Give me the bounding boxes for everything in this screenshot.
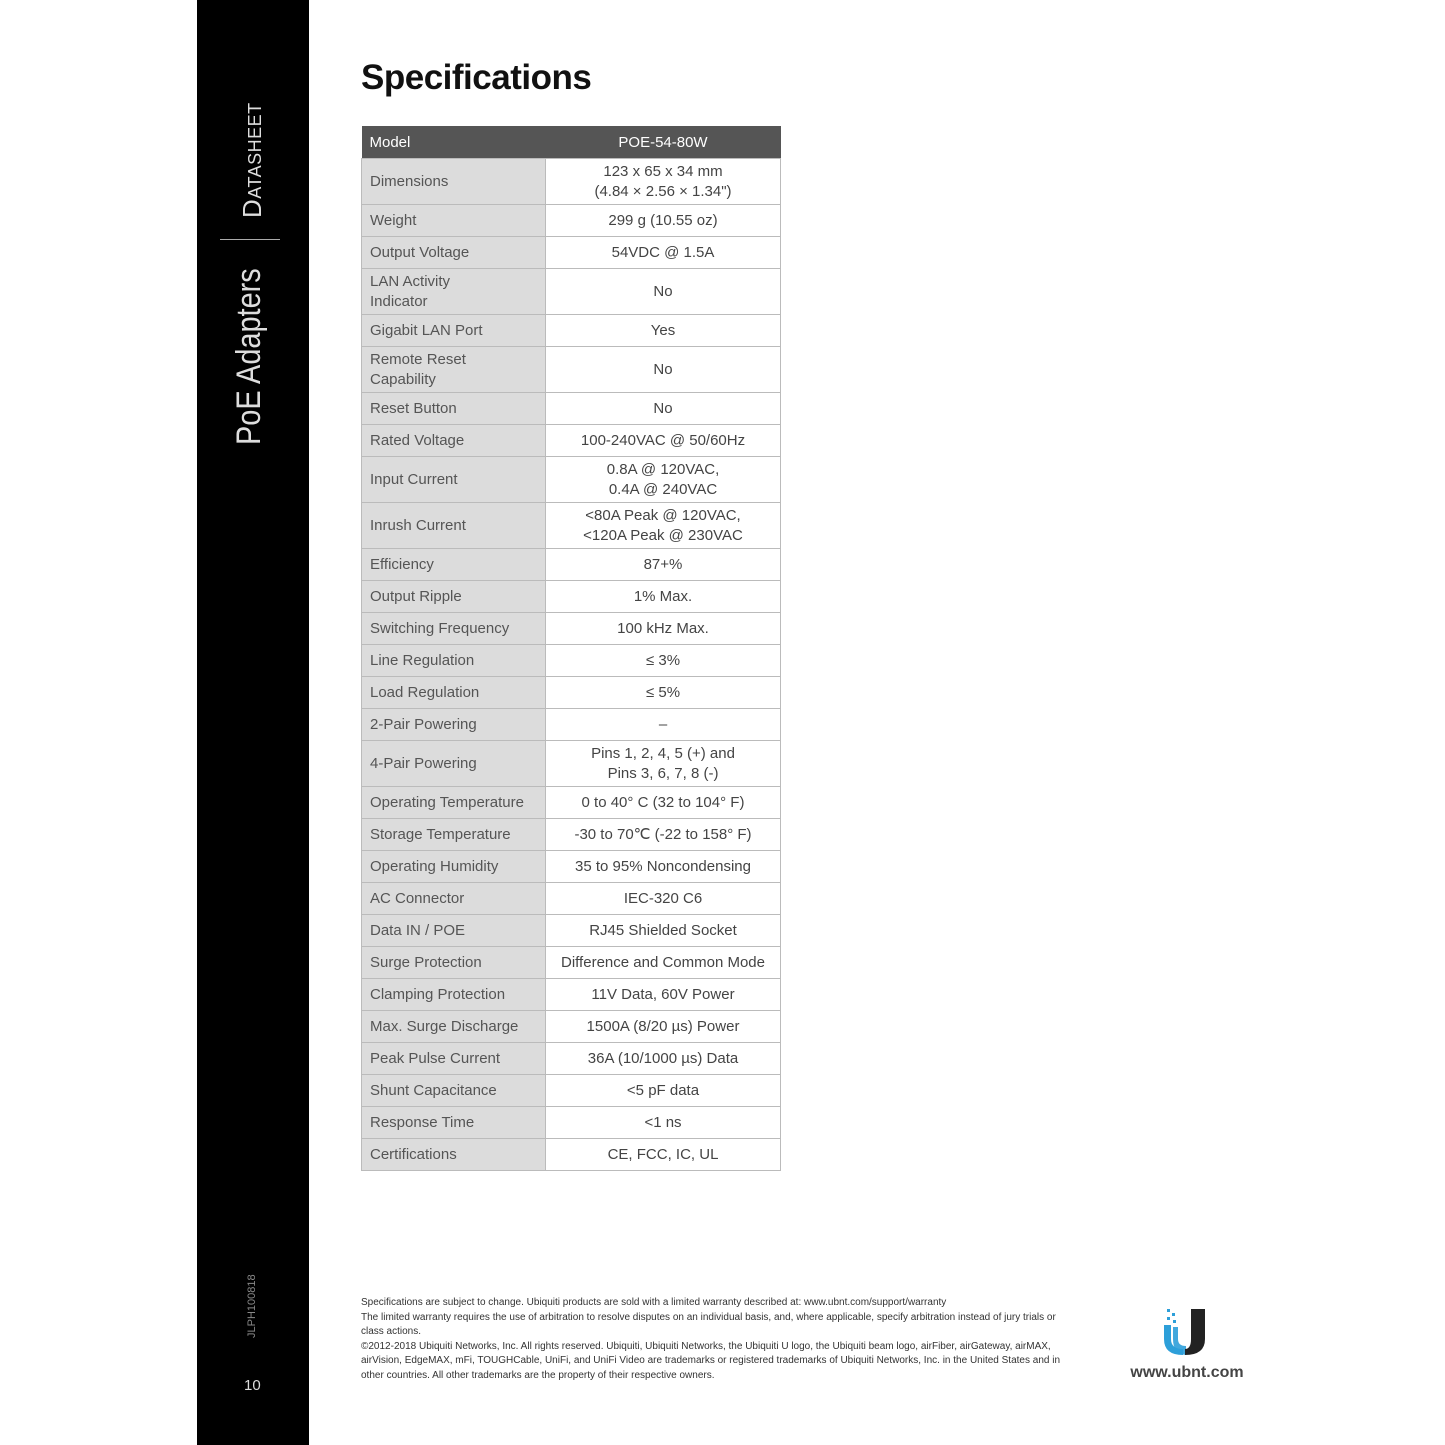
spec-label: Peak Pulse Current: [362, 1043, 546, 1075]
table-row: [362, 347, 781, 393]
table-row: [362, 1107, 781, 1139]
spec-value-line: 100 kHz Max.: [617, 619, 709, 637]
spec-value: [546, 159, 781, 205]
spec-label: Clamping Protection: [362, 979, 546, 1011]
sidebar-divider: [220, 239, 280, 240]
spec-value-line: 11V Data, 60V Power: [591, 985, 735, 1003]
spec-value-line: Difference and Common Mode: [561, 953, 765, 971]
spec-label: Dimensions: [362, 159, 546, 205]
spec-value-line: Pins 1, 2, 4, 5 (+) and: [591, 744, 735, 762]
spec-label: Input Current: [362, 457, 546, 503]
spec-value-line: CE, FCC, IC, UL: [607, 1145, 719, 1163]
table-row: [362, 883, 781, 915]
spec-value: [546, 1107, 781, 1139]
spec-value: [546, 915, 781, 947]
spec-value-line: 0 to 40° C (32 to 104° F): [581, 793, 745, 811]
doc-code: JLPH100818: [246, 1274, 258, 1338]
spec-value: [546, 1011, 781, 1043]
spec-value: [546, 709, 781, 741]
spec-value-line: –: [658, 715, 668, 733]
spec-value: [546, 549, 781, 581]
spec-value-line: 54VDC @ 1.5A: [611, 243, 715, 261]
website-url: www.ubnt.com: [1130, 1364, 1244, 1381]
spec-value: [546, 1075, 781, 1107]
spec-value-line: <5 pF data: [626, 1081, 700, 1099]
table-row: [362, 787, 781, 819]
spec-label: Weight: [362, 205, 546, 237]
spec-value-line: 123 x 65 x 34 mm: [603, 162, 723, 180]
spec-table: [361, 126, 781, 1171]
table-row: [362, 269, 781, 315]
spec-value-line: IEC-320 C6: [623, 889, 703, 907]
header-model: POE-54-80W: [546, 126, 781, 159]
spec-label: 2-Pair Powering: [362, 709, 546, 741]
spec-value-line: No: [653, 360, 673, 378]
table-row: [362, 947, 781, 979]
footer-line: The limited warranty requires the use of arbitration to resolve disputes on an individual basis, and, where applicable, specify arbitration instead of jury trials or class actions.: [361, 1311, 1056, 1337]
spec-value-line: <1 ns: [644, 1113, 682, 1131]
spec-label: 4-Pair Powering: [362, 741, 546, 787]
spec-value: [546, 787, 781, 819]
spec-value: [546, 613, 781, 645]
table-header: [362, 126, 781, 159]
table-row: [362, 457, 781, 503]
table-row: [362, 549, 781, 581]
spec-value: [546, 741, 781, 787]
table-row: [362, 205, 781, 237]
spec-value: [546, 581, 781, 613]
spec-value: [546, 237, 781, 269]
spec-value: [546, 1043, 781, 1075]
spec-value: [546, 851, 781, 883]
table-row: [362, 1011, 781, 1043]
spec-value-line: ≤ 5%: [645, 683, 681, 701]
spec-value: [546, 315, 781, 347]
spec-value-line: 87+%: [643, 555, 683, 573]
spec-label: Response Time: [362, 1107, 546, 1139]
spec-value-line: 100-240VAC @ 50/60Hz: [580, 431, 746, 449]
spec-value: [546, 883, 781, 915]
spec-label: Max. Surge Discharge: [362, 1011, 546, 1043]
table-row: [362, 425, 781, 457]
spec-value: [546, 677, 781, 709]
page-number: 10: [244, 1377, 261, 1394]
spec-label: Load Regulation: [362, 677, 546, 709]
spec-value-line: Yes: [650, 321, 676, 339]
spec-value: [546, 457, 781, 503]
table-row: [362, 1075, 781, 1107]
spec-label: Shunt Capacitance: [362, 1075, 546, 1107]
spec-label: AC Connector: [362, 883, 546, 915]
product-line: PoE Adapters: [230, 268, 268, 445]
table-row: [362, 677, 781, 709]
header-label: Model: [362, 126, 546, 159]
spec-value-line: No: [653, 399, 673, 417]
footer-line: ©2012-2018 Ubiquiti Networks, Inc. All rights reserved. Ubiquiti, Ubiquiti Networks, the Ubiquiti U logo, the Ubiquiti beam logo, airFiber, airGateway, airMAX, airVision, EdgeMAX, mFi, TOUGHCable, UniFi, and UniFi Video are trademarks or registered trademarks of Ubiquiti Networks, Inc. in the United States and in other countries. All other trademarks are the property of their respective owners.: [361, 1340, 1061, 1381]
table-row: [362, 1139, 781, 1171]
spec-label: Operating Temperature: [362, 787, 546, 819]
spec-value-line: ≤ 3%: [645, 651, 681, 669]
spec-value-line: <80A Peak @ 120VAC,: [585, 506, 741, 524]
table-row: [362, 851, 781, 883]
spec-value-line: 1500A (8/20 µs) Power: [586, 1017, 740, 1035]
spec-value: [546, 347, 781, 393]
spec-value-line: 0.8A @ 120VAC,: [606, 460, 720, 478]
spec-value-line: 0.4A @ 240VAC: [608, 480, 718, 498]
table-row: [362, 315, 781, 347]
spec-value-line: 1% Max.: [633, 587, 693, 605]
spec-value: [546, 819, 781, 851]
spec-value-line: (4.84 × 2.56 × 1.34"): [594, 182, 732, 200]
spec-value-line: 36A (10/1000 µs) Data: [587, 1049, 739, 1067]
spec-value: [546, 979, 781, 1011]
footer-legal: [361, 1296, 1076, 1383]
spec-label: Data IN / POE: [362, 915, 546, 947]
spec-value: [546, 205, 781, 237]
table-row: [362, 159, 781, 205]
spec-label: Remote Reset Capability: [362, 347, 546, 393]
spec-label: Line Regulation: [362, 645, 546, 677]
spec-label: Output Ripple: [362, 581, 546, 613]
spec-value: [546, 1139, 781, 1171]
spec-label: Operating Humidity: [362, 851, 546, 883]
spec-value-line: -30 to 70℃ (-22 to 158° F): [574, 825, 752, 843]
spec-label: Surge Protection: [362, 947, 546, 979]
ubiquiti-u-icon: [1161, 1305, 1213, 1357]
table-row: [362, 503, 781, 549]
spec-value-line: 299 g (10.55 oz): [608, 211, 718, 229]
spec-value: [546, 947, 781, 979]
spec-value: [546, 269, 781, 315]
spec-label: Storage Temperature: [362, 819, 546, 851]
table-row: [362, 237, 781, 269]
spec-value: [546, 503, 781, 549]
spec-label: Gigabit LAN Port: [362, 315, 546, 347]
table-row: [362, 915, 781, 947]
spec-value-line: No: [653, 282, 673, 300]
spec-label: Output Voltage: [362, 237, 546, 269]
spec-label: Inrush Current: [362, 503, 546, 549]
table-row: [362, 645, 781, 677]
spec-value: [546, 645, 781, 677]
page-title: Specifications: [361, 58, 592, 97]
table-row: [362, 819, 781, 851]
spec-value: [546, 393, 781, 425]
spec-value-line: 35 to 95% Noncondensing: [575, 857, 751, 875]
spec-label: LAN Activity Indicator: [362, 269, 546, 315]
ubiquiti-logo: [1122, 1305, 1252, 1382]
table-row: [362, 581, 781, 613]
table-row: [362, 979, 781, 1011]
spec-label: Switching Frequency: [362, 613, 546, 645]
spec-value-line: RJ45 Shielded Socket: [589, 921, 737, 939]
spec-label: Reset Button: [362, 393, 546, 425]
spec-label: Certifications: [362, 1139, 546, 1171]
footer-line: Specifications are subject to change. Ubiquiti products are sold with a limited warranty described at: www.ubnt.com/support/warranty: [361, 1297, 947, 1308]
table-row: [362, 1043, 781, 1075]
spec-value: [546, 425, 781, 457]
doc-type: Datasheet: [237, 102, 267, 218]
spec-label: Rated Voltage: [362, 425, 546, 457]
table-row: [362, 393, 781, 425]
table-row: [362, 709, 781, 741]
spec-label: Efficiency: [362, 549, 546, 581]
spec-value-line: Pins 3, 6, 7, 8 (-): [607, 764, 719, 782]
spec-value-line: <120A Peak @ 230VAC: [583, 526, 743, 544]
table-row: [362, 613, 781, 645]
table-row: [362, 741, 781, 787]
